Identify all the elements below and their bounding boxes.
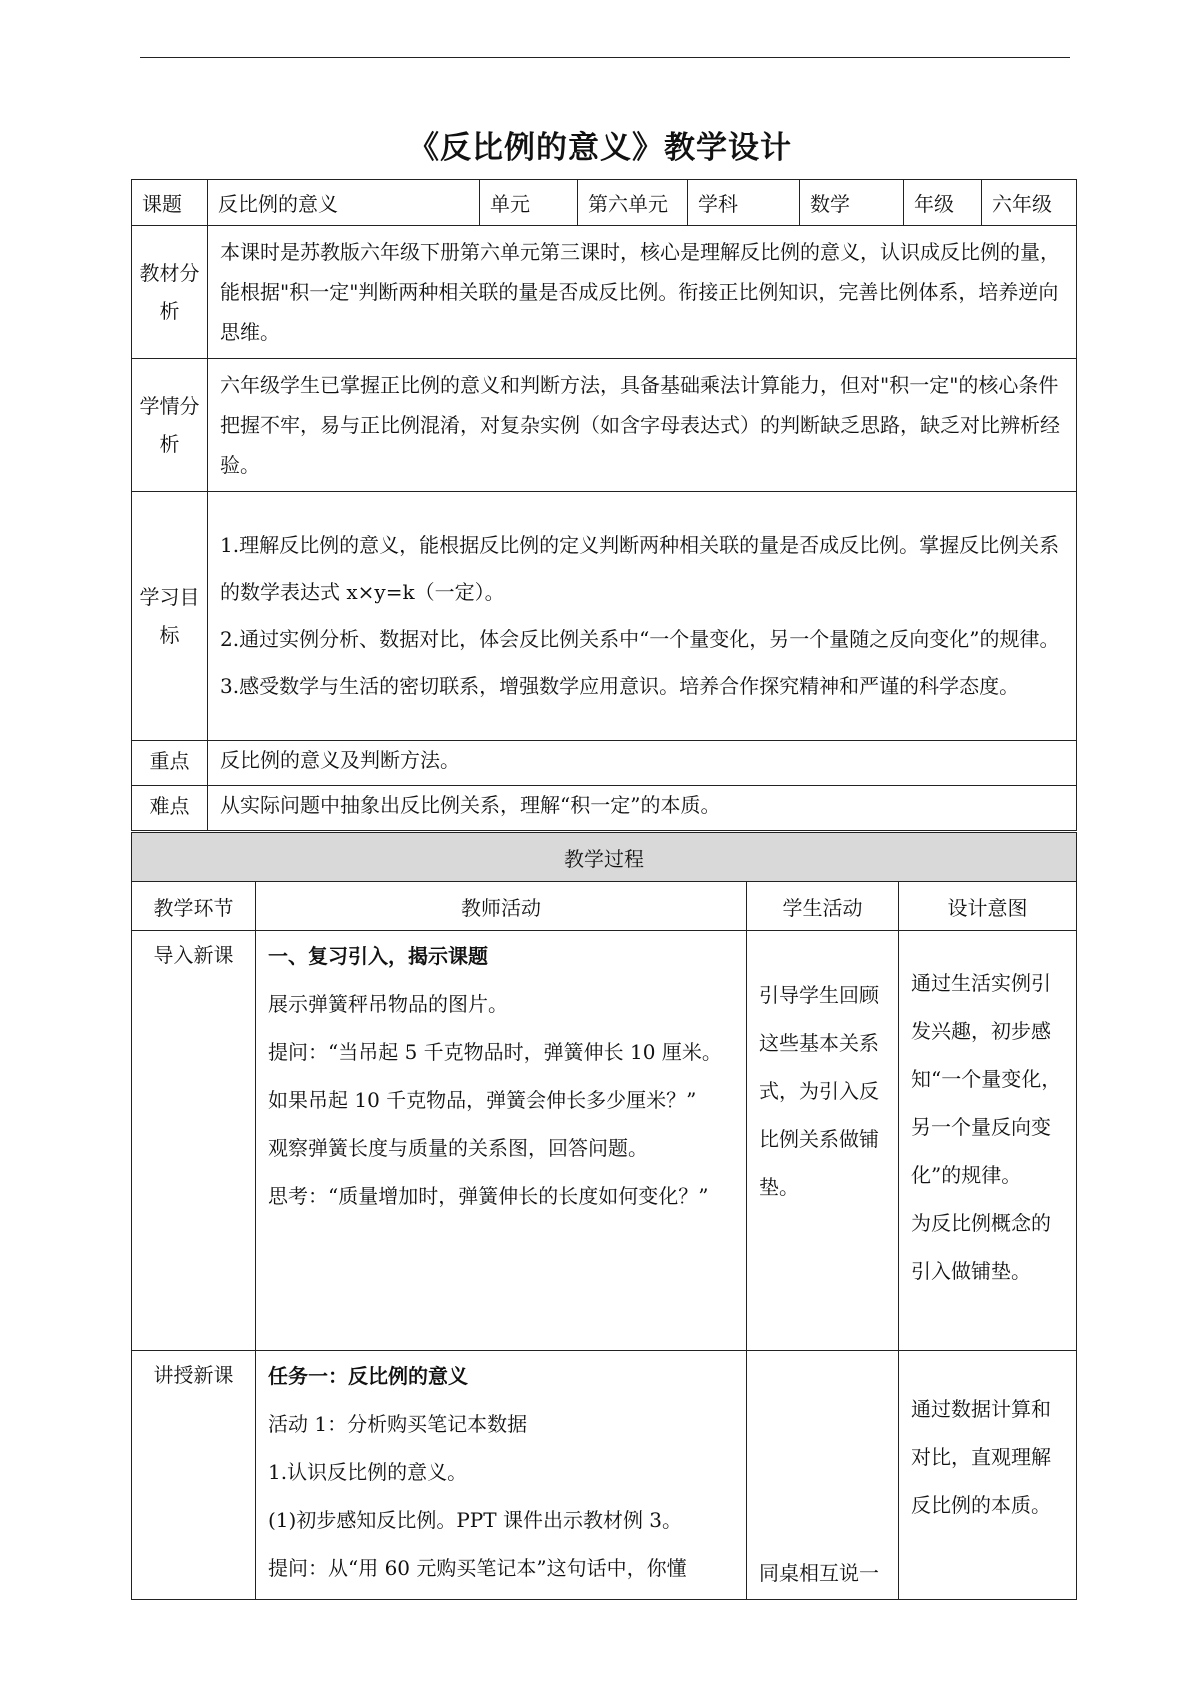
key-point-label: 重点 <box>132 741 208 786</box>
learning-goal-item: 3.感受数学与生活的密切联系，增强数学应用意识。培养合作探究精神和严谨的科学态度。 <box>220 674 1020 698</box>
intent-line: 通过数据计算和对比，直观理解反比例的本质。 <box>911 1397 1051 1517</box>
teacher-activity-cell <box>256 1351 747 1600</box>
teacher-line: 思考：“质量增加时，弹簧伸长的长度如何变化？” <box>268 1184 709 1208</box>
key-point-row <box>132 741 1077 786</box>
design-intent-cell <box>899 1351 1077 1600</box>
learning-goals-row <box>132 492 1077 741</box>
textbook-analysis-text: 本课时是苏教版六年级下册第六单元第三课时，核心是理解反比例的意义，认识成反比例的量，能根据"积一定"判断两种相关联的量是否成反比例。衔接正比例知识，完善比例体系，培养逆向思维。 <box>208 226 1077 359</box>
student-activity-cell: 引导学生回顾这些基本关系式，为引入反比例关系做铺垫。 <box>747 931 899 1351</box>
process-band-row <box>132 833 1077 882</box>
teacher-line: 观察弹簧长度与质量的关系图，回答问题。 <box>268 1136 648 1160</box>
teacher-line: (1)初步感知反比例。PPT 课件出示教材例 3。 <box>268 1508 683 1532</box>
teaching-process-table <box>131 832 1077 1600</box>
difficulty-row <box>132 786 1077 831</box>
teacher-line: 活动 1：分析购买笔记本数据 <box>268 1412 528 1436</box>
subject-value: 数学 <box>800 180 904 226</box>
student-analysis-text: 六年级学生已掌握正比例的意义和判断方法，具备基础乘法计算能力，但对"积一定"的核心条件把握不牢，易与正比例混淆，对复杂实例（如含字母表达式）的判断缺乏思路，缺乏对比辨析经验。 <box>208 359 1077 492</box>
column-header-stage: 教学环节 <box>132 882 256 931</box>
teacher-line: 提问：从“用 60 元购买笔记本”这句话中，你懂 <box>268 1556 687 1580</box>
learning-goal-item: 1.理解反比例的意义，能根据反比例的定义判断两种相关联的量是否成反比例。掌握反比例关系的数学表达式 x×y=k（一定）。 <box>220 533 1060 604</box>
teacher-line: 提问：“当吊起 5 千克物品时，弹簧伸长 10 厘米。如果吊起 10 千克物品，弹簧会伸长多少厘米？” <box>268 1040 722 1112</box>
teacher-activity-cell <box>256 931 747 1351</box>
difficulty-label: 难点 <box>132 786 208 831</box>
textbook-analysis-row <box>132 226 1077 359</box>
grade-label: 年级 <box>904 180 982 226</box>
process-column-headers <box>132 882 1077 931</box>
document-title: 《反比例的意义》教学设计 <box>408 130 792 166</box>
stage-cell: 导入新课 <box>132 931 256 1351</box>
intent-line: 通过生活实例引发兴趣，初步感知“一个量变化，另一个量反向变化”的规律。 <box>911 971 1062 1187</box>
topic-label: 课题 <box>132 180 208 226</box>
difficulty-text: 从实际问题中抽象出反比例关系，理解“积一定”的本质。 <box>208 786 1077 831</box>
stage-cell: 讲授新课 <box>132 1351 256 1600</box>
topic-value: 反比例的意义 <box>208 180 480 226</box>
process-band-title: 教学过程 <box>132 833 1077 882</box>
process-row-intro <box>132 931 1077 1351</box>
teacher-line: 展示弹簧秤吊物品的图片。 <box>268 992 508 1016</box>
info-header-row <box>132 180 1077 226</box>
unit-label: 单元 <box>480 180 578 226</box>
teacher-heading: 一、复习引入，揭示课题 <box>268 944 488 968</box>
learning-goal-item: 2.通过实例分析、数据对比，体会反比例关系中“一个量变化，另一个量随之反向变化”的规律。 <box>220 627 1060 651</box>
header-rule <box>140 57 1070 58</box>
subject-label: 学科 <box>688 180 800 226</box>
learning-goals-list <box>208 492 1077 741</box>
column-header-teacher: 教师活动 <box>256 882 747 931</box>
column-header-intent: 设计意图 <box>899 882 1077 931</box>
intent-line: 为反比例概念的引入做铺垫。 <box>911 1211 1051 1283</box>
teacher-heading: 任务一：反比例的意义 <box>268 1364 468 1388</box>
student-analysis-label: 学情分析 <box>132 359 208 492</box>
teacher-line: 1.认识反比例的意义。 <box>268 1460 468 1484</box>
student-activity-cell: 同桌相互说一 <box>747 1351 899 1600</box>
student-analysis-row <box>132 359 1077 492</box>
textbook-analysis-label: 教材分析 <box>132 226 208 359</box>
learning-goals-label: 学习目标 <box>132 492 208 741</box>
process-row-new-lesson <box>132 1351 1077 1600</box>
column-header-student: 学生活动 <box>747 882 899 931</box>
key-point-text: 反比例的意义及判断方法。 <box>208 741 1077 786</box>
unit-value: 第六单元 <box>578 180 688 226</box>
design-intent-cell <box>899 931 1077 1351</box>
lesson-info-table <box>131 179 1077 831</box>
grade-value: 六年级 <box>982 180 1077 226</box>
